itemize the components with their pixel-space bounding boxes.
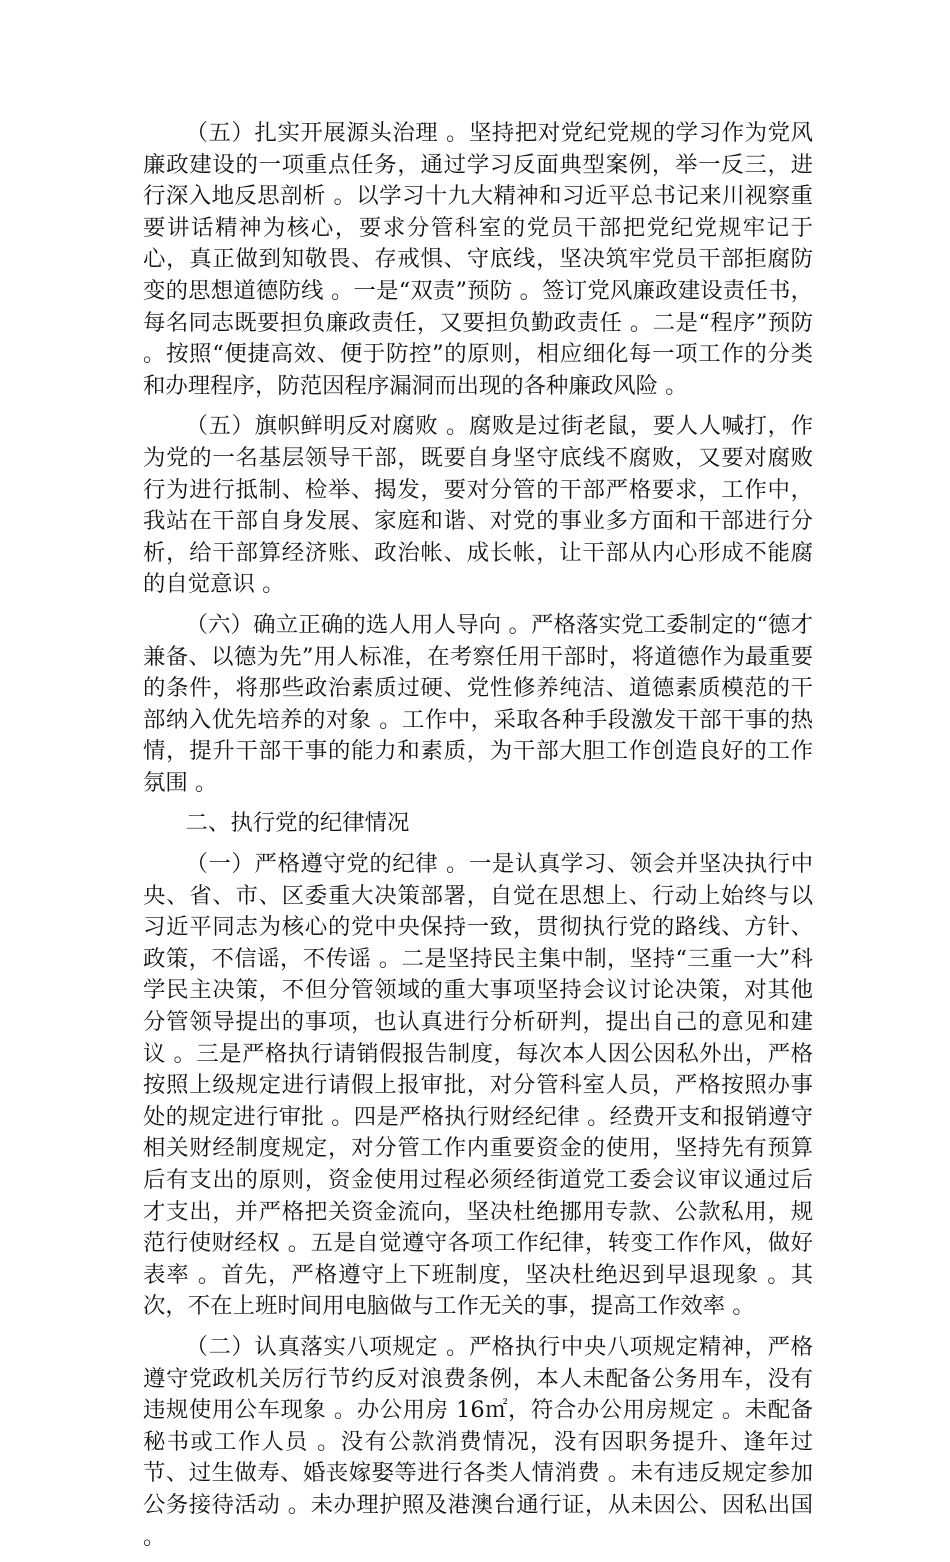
paragraph-eight-regulations: （二）认真落实八项规定 。严格执行中央八项规定精神，严格遵守党政机关厉行节约反对浪费条例，本人未配备公务用车，没有违规使用公车现象 。办公用房 16㎡，符合办公用房规定 。未配备秘书或工作人员 。没有公款消费情况，没有因职务提升、逢年过节、过生做寿、婚丧嫁娶等进行各类人情消费 。未有违反规定参加公务接待活动 。未办理护照及港澳台通行证，从未因公、因私出国 。 bbox=[143, 1333, 813, 1550]
document-page bbox=[143, 118, 813, 1562]
section-heading-party-discipline: 二、执行党的纪律情况 bbox=[185, 810, 410, 837]
paragraph-observe-discipline: （一）严格遵守党的纪律 。一是认真学习、领会并坚决执行中央、省、市、区委重大决策部署，自觉在思想上、行动上始终与以习近平同志为核心的党中央保持一致，贯彻执行党的路线、方针、政策，不信谣，不传谣 。二是坚持民主集中制，坚持“三重一大”科学民主决策，不但分管领域的重大事项坚持会议讨论决策，对其他分管领导提出的事项，也认真进行分析研判，提出自己的意见和建议 。三是严格执行请销假报告制度，每次本人因公因私外出，严格按照上级规定进行请假上报审批，对分管科室人员，严格按照办事处的规定进行审批 。四是严格执行财经纪律 。经费开支和报销遵守相关财经制度规定，对分管工作内重要资金的使用，坚持先有预算后有支出的原则，资金使用过程必须经街道党工委会议审议通过后才支出，并严格把关资金流向，坚决杜绝挪用专款、公款私用，规范行使财经权 。五是自觉遵守各项工作纪律，转变工作作风，做好表率 。首先，严格遵守上下班制度，坚决杜绝迟到早退现象 。其次，不在上班时间用电脑做与工作无关的事，提高工作效率 。 bbox=[143, 851, 813, 1320]
paragraph-anti-corruption: （五）旗帜鲜明反对腐败 。腐败是过街老鼠，要人人喊打，作为党的一名基层领导干部，既要自身坚守底线不腐败，又要对腐败行为进行抵制、检举、揭发，要对分管的干部严格要求，工作中，我站在干部自身发展、家庭和谐、对党的事业多方面和干部进行分析，给干部算经济账、政治帐、成长帐，让干部从内心形成不能腐的自觉意识 。 bbox=[143, 413, 813, 598]
paragraph-source-governance: （五）扎实开展源头治理 。坚持把对党纪党规的学习作为党风廉政建设的一项重点任务，通过学习反面典型案例，举一反三，进行深入地反思剖析 。以学习十九大精神和习近平总书记来川视察重要讲话精神为核心，要求分管科室的党员干部把党纪党规牢记于心，真正做到知敬畏、存戒惧、守底线，坚决筑牢党员干部拒腐防变的思想道德防线 。一是“双责”预防 。签订党风廉政建设责任书，每名同志既要担负廉政责任，又要担负勤政责任 。二是“程序”预防 。按照“便捷高效、便于防控”的原则，相应细化每一项工作的分类和办理程序，防范因程序漏洞而出现的各种廉政风险 。 bbox=[143, 120, 813, 399]
paragraph-personnel-orientation: （六）确立正确的选人用人导向 。严格落实党工委制定的“德才兼备、以德为先”用人标准，在考察任用干部时，将道德作为最重要的条件，将那些政治素质过硬、党性修养纯洁、道德素质模范的干部纳入优先培养的对象 。工作中，采取各种手段激发干部干事的热情，提升干部干事的能力和素质，为干部大胆工作创造良好的工作氛围 。 bbox=[143, 611, 813, 796]
